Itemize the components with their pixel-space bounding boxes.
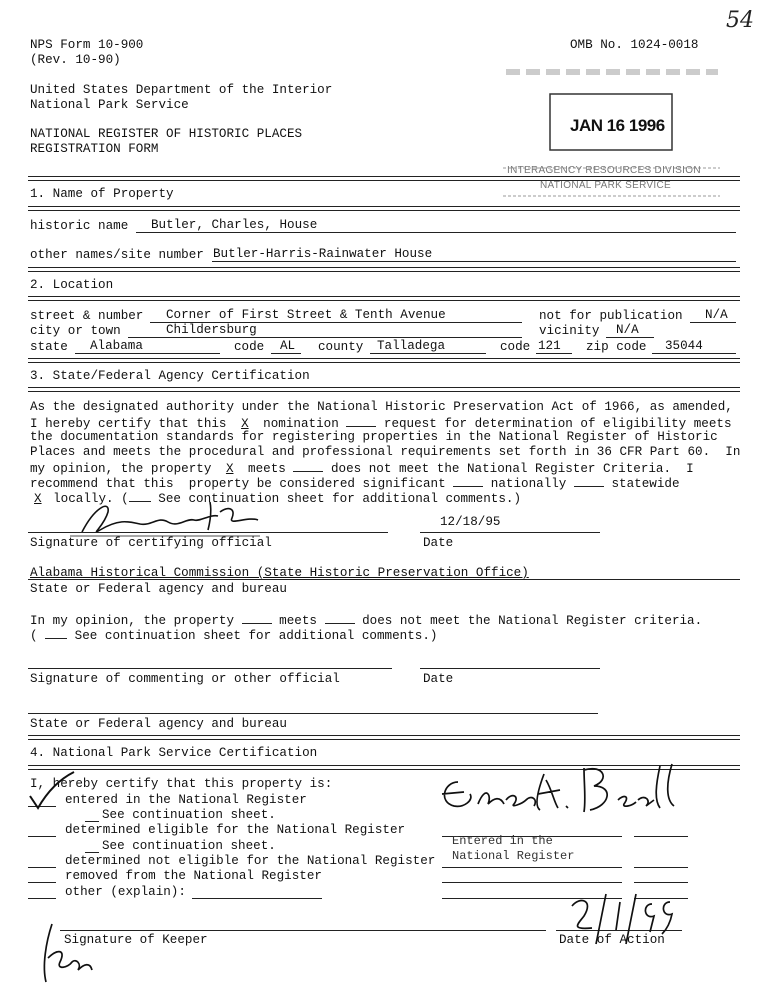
agency-line — [28, 579, 740, 580]
opinion-not-meet-blank — [325, 612, 355, 624]
option-blank — [28, 867, 56, 868]
cert-paragraph-line: Places and meets the procedural and professional requirements set forth in 36 CFR Part 60. In — [30, 445, 741, 459]
service: National Park Service — [30, 98, 189, 112]
keeper-label: Signature of Keeper — [64, 933, 208, 947]
state-value: Alabama — [90, 339, 143, 353]
historic-name-value: Butler, Charles, House — [151, 218, 318, 232]
opinion-line: In my opinion, the property meets does not meet the National Register criteria. — [30, 614, 703, 628]
county-code-value: 121 — [538, 339, 561, 353]
option-continuation: See continuation sheet. — [102, 839, 276, 853]
cert-paragraph-line: the documentation standards for registering properties in the National Register of Historic — [30, 430, 718, 444]
option-eligible: determined eligible for the National Register — [65, 823, 406, 837]
cert-paragraph-line: As the designated authority under the National Historic Preservation Act of 1966, as amended, — [30, 400, 733, 414]
page-number: 54 — [726, 8, 754, 33]
section2-heading: 2. Location — [30, 278, 114, 292]
action-date-label: Date of Action — [559, 933, 665, 947]
other-names-value: Butler-Harris-Rainwater House — [213, 247, 433, 261]
not-for-publication-label: not for publication — [539, 309, 683, 323]
statewide-blank — [574, 475, 604, 487]
entered-stamp-line1: Entered in the — [452, 834, 553, 848]
option-removed: removed from the National Register — [65, 869, 322, 883]
county-label: county — [318, 340, 364, 354]
option-blank — [85, 821, 99, 822]
cert-paragraph-line: I hereby certify that this X nomination request for determination of eligibility meets — [30, 417, 732, 431]
cert-signature-label: Signature of certifying official — [30, 536, 272, 550]
street-label: street & number — [30, 309, 144, 323]
option-blank — [28, 898, 56, 899]
cert-date-line — [420, 532, 600, 533]
zip-label: zip code — [586, 340, 647, 354]
not-for-publication-value: N/A — [705, 308, 728, 322]
option-continuation: See continuation sheet. — [102, 808, 276, 822]
not-meet-blank — [293, 460, 323, 472]
opinion-continuation-blank — [45, 627, 67, 639]
form-number: NPS Form 10-900 — [30, 38, 144, 52]
state-code-label: code — [234, 340, 265, 354]
street-value: Corner of First Street & Tenth Avenue — [166, 308, 446, 322]
keeper-signature — [434, 760, 694, 830]
state-label: state — [30, 340, 68, 354]
cert-paragraph-line: X locally. ( See continuation sheet for additional comments.) — [30, 490, 521, 507]
opinion-line: ( See continuation sheet for additional comments.) — [30, 629, 438, 643]
vicinity-value: N/A — [616, 323, 639, 337]
section-divider — [28, 296, 740, 301]
agency2-label: State or Federal agency and bureau — [30, 717, 287, 731]
stamp-date: JAN 16 1996 — [570, 116, 665, 135]
section4-heading: 4. National Park Service Certification — [30, 746, 318, 760]
option-other: other (explain): — [65, 885, 186, 899]
agency2-line — [28, 713, 598, 714]
register-title: NATIONAL REGISTER OF HISTORIC PLACES — [30, 127, 303, 141]
section-divider — [28, 176, 740, 181]
certifying-signature — [60, 492, 290, 542]
check-mark-icon — [24, 770, 84, 812]
section-divider — [28, 206, 740, 211]
county-code-label: code — [500, 340, 531, 354]
form-revision: (Rev. 10-90) — [30, 53, 121, 67]
city-label: city or town — [30, 324, 121, 338]
comment-date-label: Date — [423, 672, 454, 686]
county-value: Talladega — [377, 339, 446, 353]
section-divider — [28, 387, 740, 392]
state-code-value: AL — [280, 339, 296, 353]
nps-right-line — [634, 867, 688, 868]
department: United States Department of the Interior — [30, 83, 333, 97]
comment-signature-label: Signature of commenting or other official — [30, 672, 340, 686]
nps-right-line — [634, 882, 688, 883]
action-date-handwritten — [562, 890, 692, 948]
option-blank — [28, 836, 56, 837]
stamp-division: INTERAGENCY RESOURCES DIVISION — [507, 165, 701, 176]
section3-heading: 3. State/Federal Agency Certification — [30, 369, 310, 383]
comment-date-line — [420, 668, 600, 669]
nomination-mark: X — [241, 417, 249, 431]
other-explain-line — [192, 898, 322, 899]
nps-right-line — [442, 867, 622, 868]
vicinity-label: vicinity — [539, 324, 600, 338]
certification-date: 12/18/95 — [440, 515, 501, 529]
section-divider — [28, 735, 740, 740]
locally-mark: X — [34, 492, 42, 506]
section1-heading: 1. Name of Property — [30, 187, 174, 201]
section-divider — [28, 267, 740, 272]
city-value: Childersburg — [166, 323, 257, 337]
agency-value: Alabama Historical Commission (State Historic Preservation Office) — [30, 566, 529, 580]
cert-paragraph-line: my opinion, the property X meets does not meet the National Register Criteria. I — [30, 462, 694, 476]
cert-paragraph-line: recommend that this property be considered significant nationally statewide — [30, 477, 680, 491]
form-title: REGISTRATION FORM — [30, 142, 159, 156]
other-names-label: other names/site number — [30, 248, 204, 262]
keeper-signature-line — [60, 930, 546, 931]
meets-mark: X — [225, 462, 234, 476]
nps-intro: I, hereby certify that this property is: — [30, 777, 333, 791]
option-blank — [85, 852, 99, 853]
option-entered: entered in the National Register — [65, 793, 307, 807]
omb-number: OMB No. 1024-0018 — [570, 38, 699, 52]
nps-right-line — [442, 882, 622, 883]
option-not-eligible: determined not eligible for the National Register — [65, 854, 436, 868]
comment-signature-line — [28, 668, 392, 669]
initials-handwritten — [28, 918, 108, 988]
cert-signature-line — [28, 532, 388, 533]
stamp-service: NATIONAL PARK SERVICE — [540, 180, 671, 191]
zip-value: 35044 — [665, 339, 703, 353]
historic-name-label: historic name — [30, 219, 129, 233]
agency-label: State or Federal agency and bureau — [30, 582, 287, 596]
request-blank — [346, 415, 376, 427]
nps-right-line — [634, 836, 688, 837]
nationally-blank — [453, 475, 483, 487]
section-divider — [28, 358, 740, 363]
cert-date-label: Date — [423, 536, 454, 550]
entered-stamp-line2: National Register — [452, 849, 575, 863]
opinion-meets-blank — [242, 612, 272, 624]
option-blank — [28, 882, 56, 883]
